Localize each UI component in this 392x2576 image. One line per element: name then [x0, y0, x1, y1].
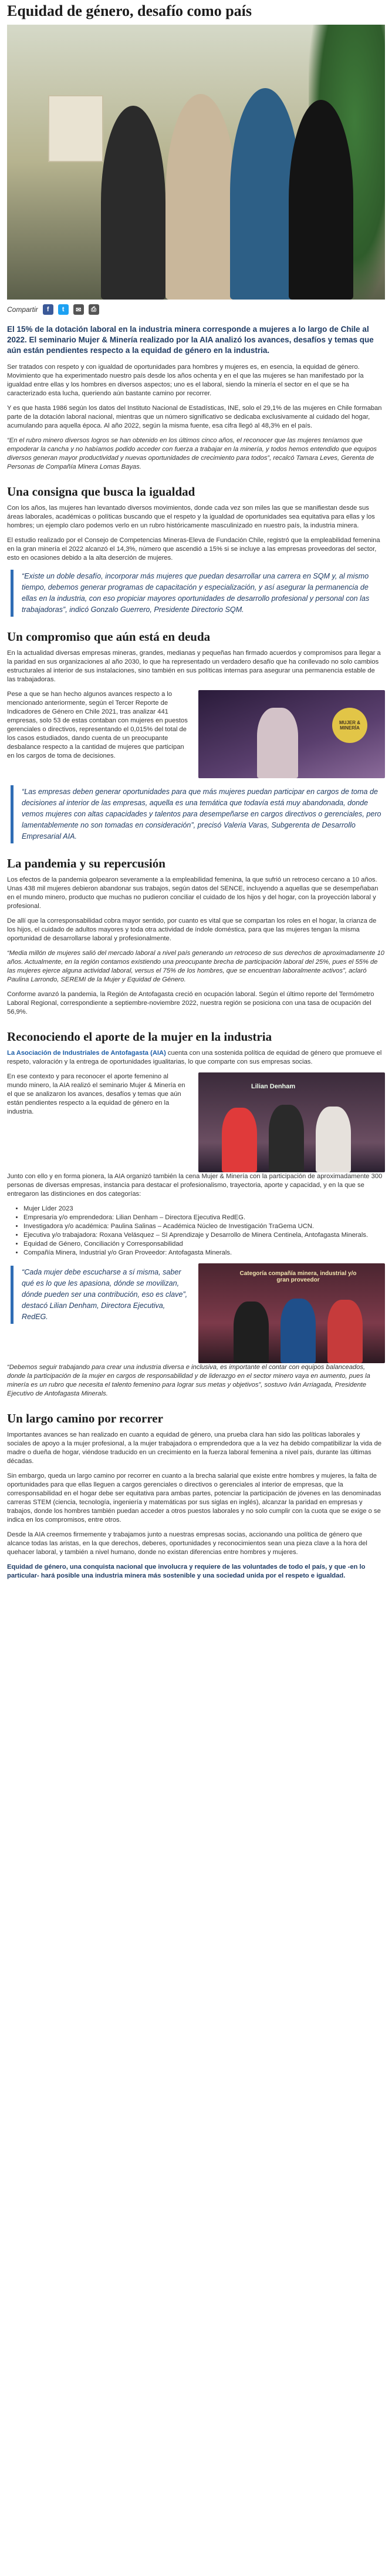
hero-image [7, 25, 385, 300]
page-title: Equidad de género, desafío como país [7, 2, 252, 19]
list-item: • Empresaria y/o emprendedora: Lilian Denham – Directora Ejecutiva RedEG. [23, 1213, 385, 1222]
section-paragraph: De allí que la corresponsabilidad cobra mayor sentido, por cuanto es vital que se compartan los roles en el hogar, la crianza de los hijos, el cuidado de adultos mayores y toda otra actividad de índole doméstica, para que las mujeres tengan la misma oportunidad de desarrollarse laboral y profesionalmente. [7, 917, 377, 942]
section-paragraph: En ese contexto y para reconocer el aporte femenino al mundo minero, la AIA realizó el seminario Mujer & Minería en el que se analizaron los avances, desafíos y temas que aún están pendientes respecto a la equidad de género en la industria. [7, 1073, 185, 1115]
twitter-icon[interactable]: t [58, 304, 69, 315]
share-label: Compartir [7, 305, 38, 314]
event-sign-graphic [48, 95, 103, 162]
section-paragraph: La Asociación de Industriales de Antofagasta (AIA) cuenta con una sostenida política de equidad de género que promueve el respeto, valoración y la entrega de oportunidades igualitarias, lo que comparte con sus empresas socias. [7, 1050, 382, 1065]
list-item: • Mujer Líder 2023 [23, 1205, 385, 1213]
section-heading: Reconociendo el aporte de la mujer en la industria [7, 1030, 272, 1044]
section-heading: Un compromiso que aún está en deuda [7, 630, 211, 644]
lead-paragraph: El 15% de la dotación laboral en la industria minera corresponde a mujeres a lo largo de Chile al 2022. El seminario Mujer & Minería realizado por la AIA analizó los avances, desafíos y temas que aún están pendientes respecto a la equidad de género en la industria. [7, 325, 374, 355]
pull-quote: “Existe un doble desafío, incorporar más mujeres que puedan desarrollar una carrera en SQM y, al mismo tiempo, debemos generar programas de capacitación y especialización, y así asegurar la permanencia de ellas en la industria, con eso propiciar mayores oportunidades de desarrollo profesional y personal con las trabajadoras”, indicó Gonzalo Guerrero, Presidente Directorio SQM. [11, 570, 385, 617]
section-paragraph: Desde la AIA creemos firmemente y trabajamos junto a nuestras empresas socias, accionando una política de género que alcance todas las aristas, en la que derechos, deberes, oportunidades y reconocimientos sean una pieza clave a la hora del quehacer laboral, y también a nivel humano, donde no existan diferencias entre hombres y mujeres. [7, 1531, 367, 1556]
section-paragraph: Con los años, las mujeres han levantado diversos movimientos, donde cada vez son miles las que se manifiestan desde sus áreas laborales, académicas o políticas buscando que el respeto y la igualdad de oportunidades sea equitativa para ellas y los hombres; un ejemplo claro podemos verlo en un rubro históricamente masculinizado en nuestro país, la industria minera. [7, 505, 375, 529]
section-paragraph: En la actualidad diversas empresas mineras, grandes, medianas y pequeñas han firmado acuerdos y compromisos para llegar a la paridad en sus organizaciones al año 2030, lo que ha representado un verdadero desafío que ha conllevado no solo cambios estructurales al interior de sus instalaciones, sino también en sus políticas internas para asegurar una permanencia estable de las trabajadoras. [7, 650, 381, 683]
intro-paragraph: Y es que hasta 1986 según los datos del Instituto Nacional de Estadísticas, INE, solo el 29,1% de las mujeres en Chile formaban parte de la dotación laboral nacional, mientras que un número significativo se dedicaba exclusivamente al cuidado del hogar, acumulando para aquella época. Al año 2022, según la misma fuente, esa cifra llegó al 48,3% en el país. [7, 405, 382, 429]
section-heading: La pandemia y su repercusión [7, 856, 165, 870]
print-icon[interactable]: ⎙ [89, 304, 99, 315]
section-paragraph: Conforme avanzó la pandemia, la Región de Antofagasta creció en ocupación laboral. Según el último reporte del Termómetro Laboral Regional, correspondiente a septiembre-noviembre 2022, nuestra región se posiciona con una tasa de ocupación del 56,9%. [7, 991, 374, 1015]
intro-quote: “En el rubro minero diversos logros se han obtenido en los últimos cinco años, el reconocer que las mujeres teníamos que empoderar la cancha y no habíamos podido acceder con fuerza a trabajar en la minería, y todos hemos entendido que equipos diversos generan mayor productividad y nuevas oportunidades de crecimiento para todos”, recalcó Tamara Leves, Gerenta de Personas de Compañía Minera Lomas Bayas. [7, 437, 377, 470]
list-item: • Ejecutiva y/o trabajadora: Roxana Velásquez – SI Aprendizaje y Desarrollo de Minera Centinela, Antofagasta Minerals. [23, 1231, 385, 1240]
list-item: • Equidad de Género, Conciliación y Corresponsabilidad [23, 1240, 385, 1249]
person-figure [281, 1299, 316, 1363]
person-figure [165, 94, 236, 300]
event-photo [198, 690, 385, 778]
banner-label: Lilian Denham [251, 1083, 296, 1090]
person-figure [234, 1302, 269, 1363]
person-figure [269, 1105, 304, 1172]
person-figure [257, 708, 298, 778]
section-quote: “Media millón de mujeres salió del mercado laboral a nivel país generando un retroceso de sus derechos de aproximadamente 10 años. Actualmente, en la región contamos existiendo una preocupante brecha de participación laboral del 25%, pues el 55% de las mujeres ejerce alguna actividad laboral, versus el 75% de los hombres, que se encuentran laboralmente activos”, aclaró Paulina Larrondo, SEREMI de la Mujer y Equidad de Género. [7, 950, 385, 983]
share-bar [7, 304, 385, 315]
award-photo [198, 1263, 385, 1363]
section-heading: Un largo camino por recorrer [7, 1411, 163, 1425]
facebook-icon[interactable]: f [43, 304, 53, 315]
person-figure [316, 1107, 351, 1172]
section-paragraph: Importantes avances se han realizado en cuanto a equidad de género, una prueba clara han sido las políticas laborales y sociales de apoyo a la mujer profesional, a la mujer trabajadora o emprendedora que a la vez ha debido compatibilizar la vida de madre o dueña de hogar, viéndose traducido en un crecimiento en la fuerza laboral femenina a nivel país, durante las últimas décadas. [7, 1431, 382, 1465]
section-heading: Una consigna que busca la igualdad [7, 485, 195, 499]
section-paragraph: Los efectos de la pandemia golpearon severamente a la empleabilidad femenina, la que sufrió un retroceso cercano a 10 años. Unas 438 mil mujeres debieron abandonar sus trabajos, según datos del SENCE, incluyendo a aquellas que se desempeñaban en el mundo minero, producto que muchas no pudieron conciliar el cuidado de los hijos y del hogar, con la proyección laboral y profesional. [7, 876, 379, 910]
section-paragraph: Junto con ello y en forma pionera, la AIA organizó también la cena Mujer & Minería con la participación de aproximadamente 300 personas de diversas empresas, instancia para destacar el profesionalismo, trayectoria, aporte y capacidad, y en la que se entregaron las distinciones en dos categorías: [7, 1173, 383, 1198]
email-icon[interactable]: ✉ [73, 304, 84, 315]
section-paragraph: El estudio realizado por el Consejo de Competencias Mineras-Eleva de Fundación Chile, registró que la empleabilidad femenina en la gran minería el 2022 alcanzó el 14,3%, número que ascendió a 15% si se incluye a las empresas proveedoras del sector, esto en ocasiones debido a la alta deserción de mujeres. [7, 537, 380, 561]
aia-link[interactable]: La Asociación de Industriales de Antofagasta (AIA) [7, 1050, 166, 1057]
list-item: • Investigadora y/o académica: Paulina Salinas – Académica Núcleo de Investigación TraGema UCN. [23, 1222, 385, 1231]
award-photo [198, 1072, 385, 1172]
person-figure [327, 1300, 363, 1363]
section-paragraph: Sin embargo, queda un largo camino por recorrer en cuanto a la brecha salarial que existe entre hombres y mujeres, la falta de oportunidades para que ellas lleguen a cargos gerenciales o directivos o gerenciales al interior de empresas, que la corresponsabilidad en el hogar debe ser equitativa para ambas partes, potenciar la participación de jóvenes en las denominadas carreras STEM (ciencia, tecnología, ingeniería y matemáticas por sus siglas en inglés), alcanzar la paridad en empresas y trabajos, donde los hombres también puedan acceder a otros puestos laborales y no solo cumplir con la cuota que se exige o se indica en los compromisos, entre otros. [7, 1472, 381, 1524]
pull-quote: “Las empresas deben generar oportunidades para que más mujeres puedan participar en cargos de toma de decisiones al interior de las empresas, aquella es una temática que todavía está muy abandonada, donde vemos mujeres con altas capacidades y talentos para desempeñarse en cargos directivos o gerenciales, pero lamentablemente no son tomadas en consideración”, precisó Valeria Varas, Subgerenta de Desarrollo Empresarial AIA. [11, 785, 385, 843]
section-quote: “Debemos seguir trabajando para crear una industria diversa e inclusiva, es importante el contar con equipos balanceados, donde la participación de la mujer en cargos de responsabilidad y de liderazgo en el sector minero vaya en aumento, pues la minería es un rubro que necesita el talento femenino para lograr sus metas y objetivos”, sostuvo Iván Arriagada, Presidente Ejecutivo de Antofagasta Minerals. [7, 1364, 370, 1397]
section-paragraph: Equidad de género, una conquista nacional que involucra y requiere de las voluntades de todo el país, y que -en lo particular- hará posible una industria minera más sostenible y una sociedad unida por el respeto e igualdad. [7, 1563, 366, 1579]
person-figure [101, 106, 165, 300]
person-figure [222, 1108, 257, 1172]
section-paragraph: Pese a que se han hecho algunos avances respecto a lo mencionado anteriormente, según el Tercer Reporte de Indicadores de Género en Chile 2021, tras analizar 441 empresas, solo 53 de estas contaban con mujeres en puestos gerenciales o directivos, representando el 0,015% del total de los casos estudiados, dando cuenta de un preocupante desbalance respecto a la cantidad de mujeres que participan en los cargos de toma de decisiones. [7, 691, 188, 759]
intro-paragraph: Ser tratados con respeto y con igualdad de oportunidades para hombres y mujeres es, en esencia, la equidad de género. Movimiento que ha experimentado nuestro país desde los años ochenta y en el que las mujeres se han manifestado por la igualdad entre ellas y los hombres en diversos aspectos; uno es el laboral, siendo la minería el sector en el que se ha caracterizado esta lucha, queriendo aún bastante camino por recorrer. [7, 364, 364, 397]
banner-label: Categoría compañía minera, industrial y/o gran proveedor [239, 1270, 357, 1283]
person-figure [289, 100, 353, 300]
list-item: • Compañía Minera, Industrial y/o Gran Proveedor: Antofagasta Minerals. [23, 1249, 385, 1257]
banner-label: MUJER & MINERÍA [332, 708, 367, 743]
award-list [7, 1205, 385, 1257]
pull-quote: “Cada mujer debe escucharse a sí misma, saber qué es lo que les apasiona, dónde se movilizan, dónde pueden ser una contribución, eso es clave”, destacó Lilian Denham, Directora Ejecutiva, RedEG. [11, 1266, 189, 1324]
